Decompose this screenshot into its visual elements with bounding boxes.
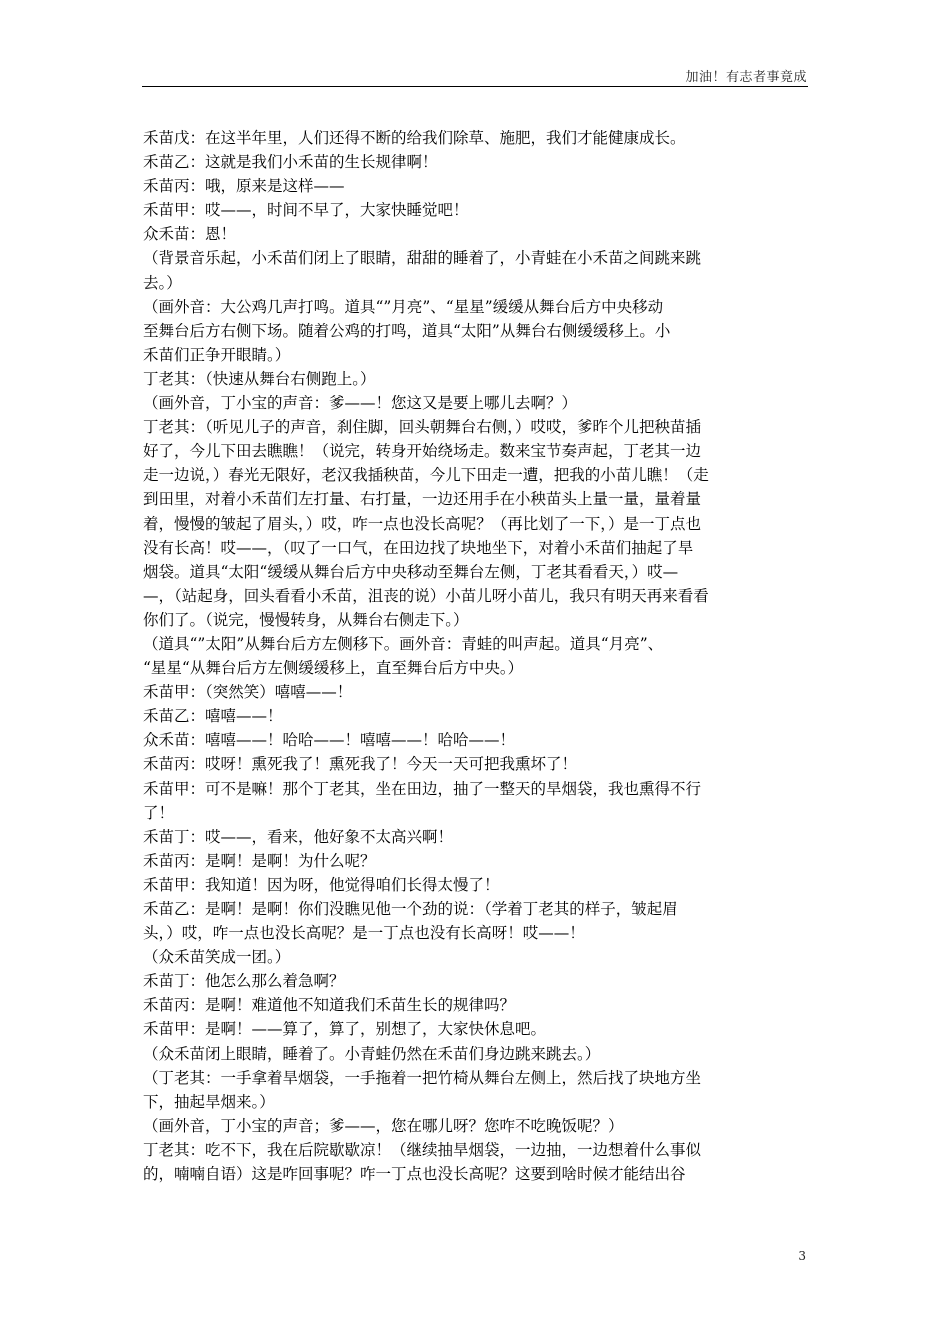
text-line: （画外音：大公鸡几声打鸣。道具“”月亮”、“星星”缓缓从舞台后方中央移动: [143, 297, 664, 316]
header-text: 加油！有志者事竟成: [685, 70, 807, 85]
page-number: 3: [798, 1249, 806, 1263]
text-line: （画外音，丁小宝的声音：爹——！您这又是要上哪儿去啊？）: [143, 394, 578, 413]
text-line: 禾苗丙：是啊！是啊！为什么呢？: [143, 851, 376, 870]
text-line: —，（站起身，回头看看小禾苗，沮丧的说）小苗儿呀小苗儿，我只有明天再来看看: [143, 586, 709, 605]
text-line: 你们了。（说完，慢慢转身，从舞台右侧走下。）: [143, 610, 469, 629]
text-line: 众禾苗：嘻嘻——！哈哈——！嘻嘻——！哈哈——！: [143, 731, 516, 750]
text-line: 丁老其：（听见儿子的声音，刹住脚，回头朝舞台右侧，）哎哎，爹昨个儿把秧苗插: [143, 418, 702, 437]
text-line: 禾苗甲：哎——，时间不早了，大家快睡觉吧！: [143, 201, 469, 220]
text-line: （道具“”太阳”从舞台后方左侧移下。画外音：青蛙的叫声起。道具“月亮”、: [143, 634, 664, 653]
text-line: （背景音乐起，小禾苗们闭上了眼睛，甜甜的睡着了，小青蛙在小禾苗之间跳来跳: [143, 249, 702, 268]
text-line: 禾苗甲：（突然笑）嘻嘻——！: [143, 683, 353, 702]
text-line: 禾苗乙：嘻嘻——！: [143, 707, 283, 726]
text-line: 头，）哎，咋一点也没长高呢？是一丁点也没有长高呀！哎——！: [143, 924, 585, 943]
text-line: 没有长高！哎——，（叹了一口气，在田边找了块地坐下，对着小禾苗们抽起了旱: [143, 538, 694, 557]
text-line: 了！: [143, 803, 175, 822]
text-line: 禾苗甲：可不是嘛！那个丁老其，坐在田边，抽了一整天的旱烟袋，我也熏得不行: [143, 779, 702, 798]
text-line: 禾苗丙：哎呀！熏死我了！熏死我了！今天一天可把我熏坏了！: [143, 755, 578, 774]
header-divider: [142, 86, 808, 87]
text-line: 走一边说，）春光无限好，老汉我插秧苗，今儿下田走一遭，把我的小苗儿瞧！（走: [143, 466, 709, 485]
text-line: 禾苗戊：在这半年里，人们还得不断的给我们除草、施肥，我们才能健康成长。: [143, 129, 686, 147]
text-line: （众禾苗闭上眼睛，睡着了。小青蛙仍然在禾苗们身边跳来跳去。）: [143, 1044, 601, 1063]
script-body: [143, 126, 805, 1186]
text-line: 丁老其：（快速从舞台右侧跑上。）: [143, 369, 376, 388]
text-line: 着，慢慢的皱起了眉头，）哎，咋一点也没长高呢？（再比划了一下，）是一丁点也: [143, 514, 702, 533]
text-line: “星星“从舞台后方左侧缓缓移上，直至舞台后方中央。）: [143, 659, 524, 678]
text-line: 禾苗丁：他怎么那么着急啊？: [143, 972, 345, 991]
text-line: 禾苗乙：是啊！是啊！你们没瞧见他一个劲的说：（学着丁老其的样子，皱起眉: [143, 900, 678, 918]
text-line: 好了，今儿下田去瞧瞧！（说完，转身开始绕场走。数来宝节奏声起，丁老其一边: [143, 442, 702, 461]
text-line: 到田里，对着小禾苗们左打量、右打量，一边还用手在小秧苗头上量一量，量着量: [143, 490, 702, 509]
text-line: 禾苗丙：是啊！难道他不知道我们禾苗生长的规律吗？: [143, 996, 516, 1015]
text-line: （丁老其：一手拿着旱烟袋，一手拖着一把竹椅从舞台左侧上，然后找了块地方坐: [143, 1068, 702, 1087]
text-line: 去。）: [143, 273, 182, 292]
text-line: 至舞台后方右侧下场。随着公鸡的打鸣，道具“太阳”从舞台右侧缓缓移上。小: [143, 321, 671, 340]
text-line: 众禾苗：恩！: [143, 225, 237, 244]
text-line: 禾苗们正争开眼睛。）: [143, 345, 291, 364]
text-line: 丁老其：吃不下，我在后院歇歇凉！（继续抽旱烟袋，一边抽，一边想着什么事似: [143, 1140, 702, 1159]
text-line: 的，喃喃自语）这是咋回事呢？咋一丁点也没长高呢？这要到啥时候才能结出谷: [143, 1165, 686, 1184]
text-line: （众禾苗笑成一团。）: [143, 948, 291, 967]
text-line: 禾苗乙：这就是我们小禾苗的生长规律啊！: [143, 153, 438, 172]
text-line: 禾苗丙：哦，原来是这样——: [143, 177, 345, 196]
text-line: 禾苗甲：是啊！——算了，算了，别想了，大家快休息吧。: [143, 1020, 547, 1039]
text-line: 下，抽起旱烟来。）: [143, 1092, 275, 1111]
text-line: 禾苗丁：哎——，看来，他好象不太高兴啊！: [143, 827, 454, 846]
text-line: （画外音，丁小宝的声音；爹——，您在哪儿呀？您咋不吃晚饭呢？）: [143, 1116, 624, 1135]
text-line: 烟袋。道具“太阳“缓缓从舞台后方中央移动至舞台左侧，丁老其看看天，）哎—: [143, 562, 679, 581]
text-line: 禾苗甲：我知道！因为呀，他觉得咱们长得太慢了！: [143, 875, 500, 894]
